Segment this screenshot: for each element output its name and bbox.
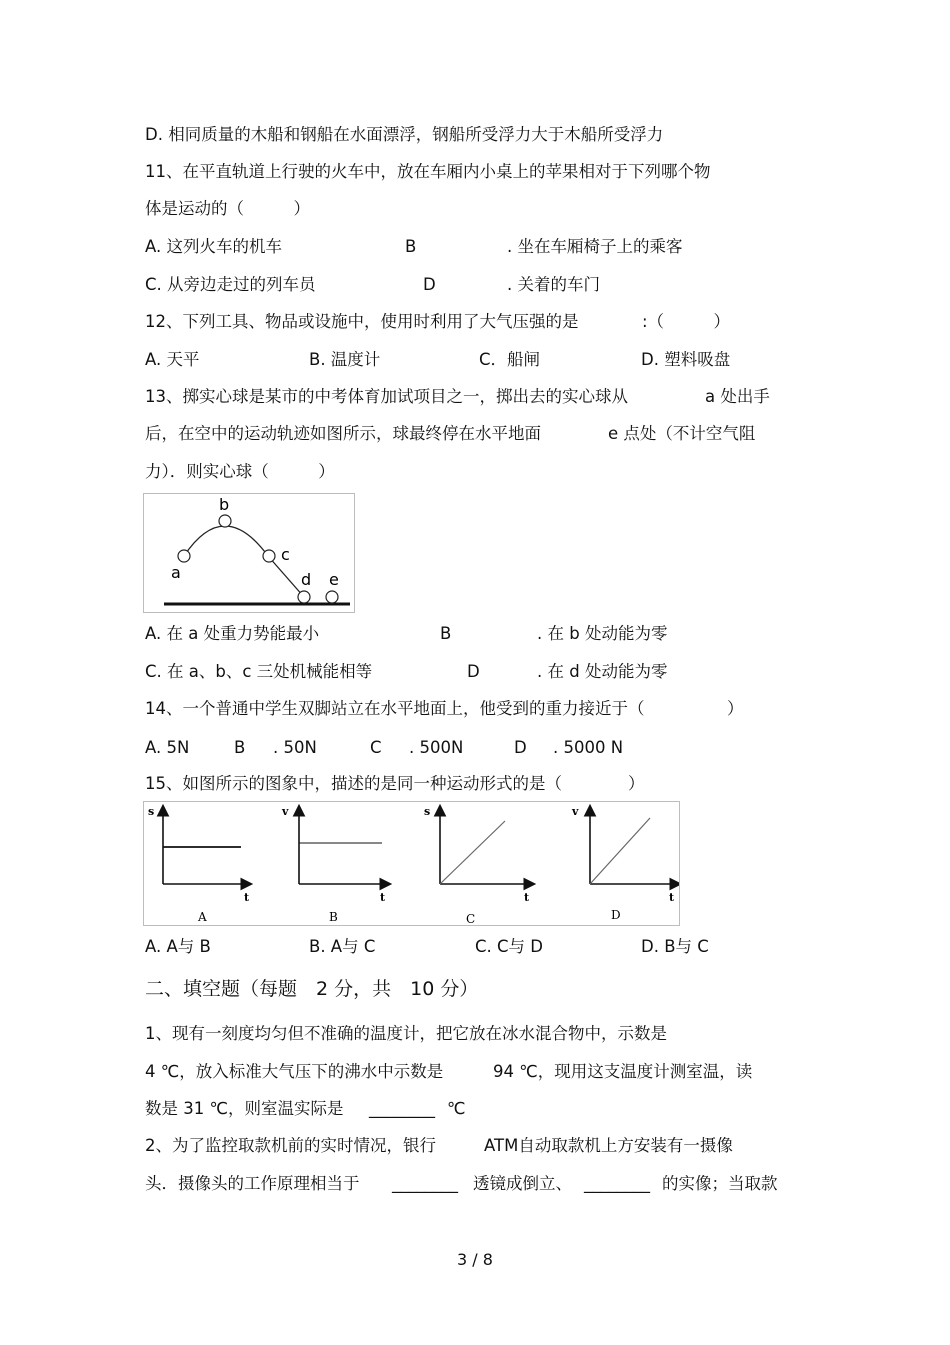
q15-option-a: A. A与 B [145, 937, 211, 956]
q13-option-d-text: . 在 d 处动能为零 [537, 662, 668, 681]
q12-stem-tail: :（ ） [642, 312, 731, 331]
q13-option-d-letter: D [467, 662, 480, 681]
graph-d-xlabel: t [669, 891, 675, 904]
graph-d-caption: D [611, 908, 621, 922]
graph-a-xlabel: t [244, 891, 250, 904]
graph-d-ylabel: v [572, 805, 579, 818]
q13-trajectory-figure [143, 493, 355, 613]
q14-option-b-text: . 50N [273, 738, 317, 757]
q14-option-a: A. 5N [145, 738, 190, 757]
fill2-blank1[interactable]: ________ [392, 1174, 458, 1193]
fill1-line2a: 4 ℃，放入标准大气压下的沸水中示数是 [145, 1062, 444, 1081]
q14-option-d-text: . 5000 N [553, 738, 624, 757]
q14-option-b-letter: B [234, 738, 246, 757]
q13-stem-line2a: 后，在空中的运动轨迹如图所示，球最终停在水平地面 [145, 424, 541, 443]
q11-option-d-text: . 关着的车门 [507, 275, 600, 294]
q15-option-c: C. C与 D [475, 937, 543, 956]
label-e: e [329, 570, 339, 589]
q15-option-d: D. B与 C [641, 937, 709, 956]
fill2-blank2[interactable]: ________ [584, 1174, 650, 1193]
q13-option-c: C. 在 a、b、c 三处机械能相等 [145, 662, 373, 681]
q13-stem-line1b: a 处出手 [705, 387, 770, 406]
graph-c-caption: C [466, 912, 476, 925]
q11-option-d-letter: D [423, 275, 436, 294]
graph-c-xlabel: t [524, 891, 530, 904]
fill1-line3a: 数是 31 ℃，则室温实际是 [145, 1099, 344, 1118]
q11-option-b-letter: B [405, 237, 417, 256]
fill1-line3b: ℃ [447, 1099, 466, 1118]
label-b: b [219, 495, 230, 514]
q11-option-b-text: . 坐在车厢椅子上的乘客 [507, 237, 683, 256]
fill1-line1: 1、现有一刻度均匀但不准确的温度计，把它放在冰水混合物中，示数是 [145, 1024, 667, 1043]
label-a: a [171, 563, 181, 582]
ball-a [178, 550, 190, 562]
graph-b-caption: B [329, 910, 338, 924]
graph-a [148, 805, 250, 924]
fill2-line2a: 头．摄像头的工作原理相当于 [145, 1174, 360, 1193]
graph-a-caption: A [198, 910, 207, 924]
graph-b-xlabel: t [380, 891, 386, 904]
fill2-line1a: 2、为了监控取款机前的实时情况，银行 [145, 1136, 436, 1155]
graph-b [281, 805, 389, 924]
q11-option-a: A. 这列火车的机车 [145, 237, 282, 256]
q12-option-d: D. 塑料吸盘 [641, 350, 731, 369]
graph-b-ylabel: v [282, 805, 289, 818]
graph-d [571, 805, 679, 922]
section2-heading: 二、填空题（每题 2 分，共 10 分） [145, 978, 479, 1000]
q15-stem: 15、如图所示的图象中，描述的是同一种运动形式的是（ ） [145, 774, 645, 793]
q12-stem: 12、下列工具、物品或设施中，使用时利用了大气压强的是 [145, 312, 579, 331]
page-number: 3 / 8 [457, 1250, 493, 1269]
q13-option-b-letter: B [440, 624, 452, 643]
fill1-line2b: 94 ℃，现用这支温度计测室温，读 [493, 1062, 753, 1081]
ball-e [326, 591, 338, 603]
q11-stem-line1: 11、在平直轨道上行驶的火车中，放在车厢内小桌上的苹果相对于下列哪个物 [145, 162, 711, 181]
graph-c-line [440, 821, 505, 884]
q13-option-a: A. 在 a 处重力势能最小 [145, 624, 320, 643]
graph-d-line [590, 818, 650, 884]
q13-stem-line2b: e 点处（不计空气阻 [608, 424, 756, 443]
q14-option-c-text: . 500N [409, 738, 464, 757]
q15-graphs-figure [143, 801, 680, 926]
fill2-line2b: 透镜成倒立、 [473, 1174, 572, 1193]
q11-stem-line2: 体是运动的（ ） [145, 199, 310, 218]
q13-option-b-text: . 在 b 处动能为零 [537, 624, 668, 643]
ball-c [263, 550, 275, 562]
q13-trajectory-svg [144, 494, 354, 612]
ball-b [219, 515, 231, 527]
q13-stem-line1a: 13、掷实心球是某市的中考体育加试项目之一，掷出去的实心球从 [145, 387, 628, 406]
q12-option-a: A. 天平 [145, 350, 200, 369]
q11-option-c: C. 从旁边走过的列车员 [145, 275, 316, 294]
q15-graphs-svg [144, 802, 679, 925]
q14-option-d-letter: D [514, 738, 527, 757]
fill1-blank[interactable]: ________ [369, 1099, 435, 1118]
label-c: c [281, 545, 290, 564]
q10-option-d: D. 相同质量的木船和钢船在水面漂浮，钢船所受浮力大于木船所受浮力 [145, 125, 664, 144]
q13-stem-line3: 力）．则实心球（ ） [145, 462, 335, 481]
fill2-line1b: ATM自动取款机上方安装有一摄像 [484, 1136, 733, 1155]
fill2-line2c: 的实像；当取款 [662, 1174, 778, 1193]
q14-option-c-letter: C [370, 738, 382, 757]
q12-option-c: C．船闸 [479, 350, 541, 369]
q12-option-b: B. 温度计 [309, 350, 381, 369]
q14-stem: 14、一个普通中学生双脚站立在水平地面上，他受到的重力接近于（ ） [145, 699, 744, 718]
graph-c [424, 805, 533, 925]
ball-d [298, 591, 310, 603]
graph-c-ylabel: s [424, 805, 431, 818]
q15-option-b: B. A与 C [309, 937, 376, 956]
graph-a-ylabel: s [148, 805, 155, 818]
trajectory-arc [184, 526, 268, 556]
label-d: d [301, 570, 312, 589]
